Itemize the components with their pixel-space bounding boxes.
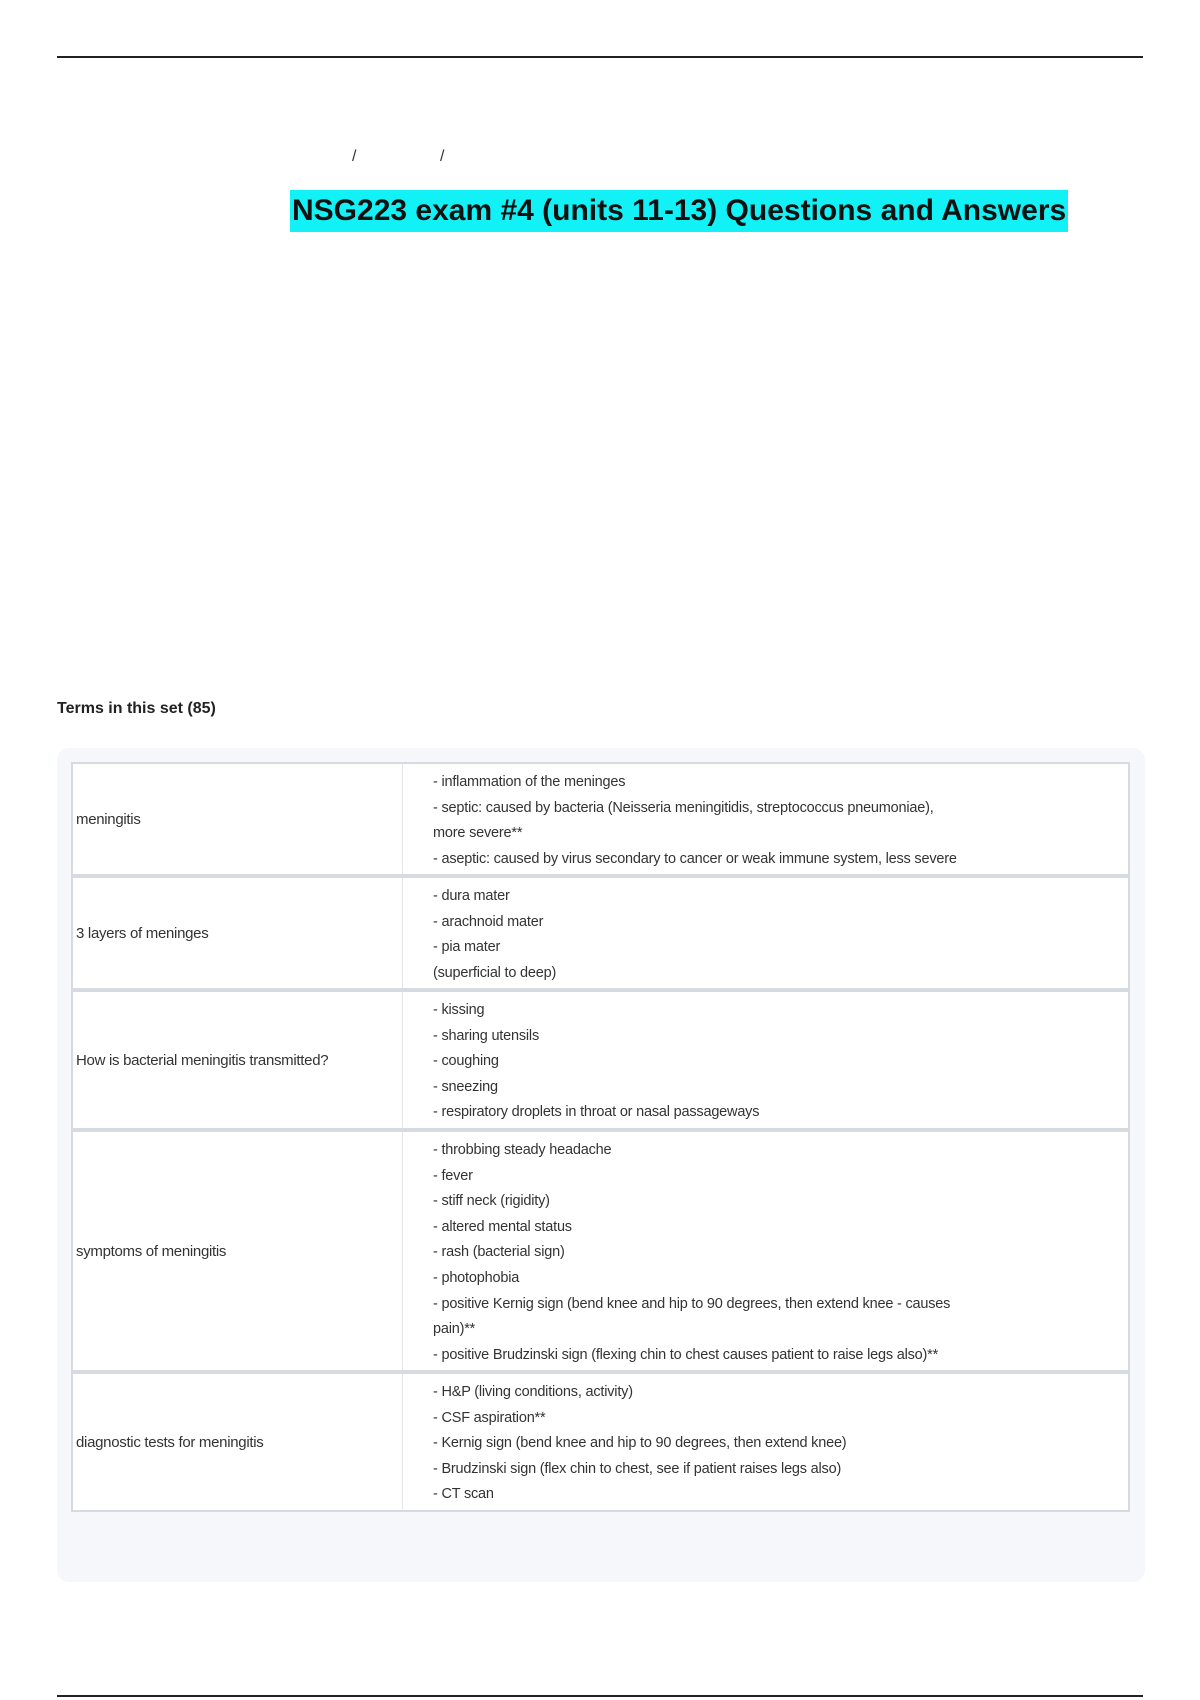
terms-heading: Terms in this set (85) (57, 700, 216, 717)
term-card (71, 1130, 1130, 1372)
definition-line: - stiff neck (rigidity) (433, 1193, 550, 1210)
definition-line: - sneezing (433, 1078, 498, 1095)
definition-line: - CSF aspiration** (433, 1409, 546, 1426)
term-definition (403, 1132, 1128, 1370)
definition-line: - CT scan (433, 1486, 494, 1503)
top-rule (57, 56, 1143, 58)
definition-line: - Brudzinski sign (flex chin to chest, see if patient raises legs also) (433, 1460, 842, 1477)
definition-line: - positive Kernig sign (bend knee and hip to 90 degrees, then extend knee - causes (433, 1295, 951, 1312)
term-label: 3 layers of meninges (73, 878, 403, 988)
definition-line: - photophobia (433, 1269, 520, 1286)
term-label: diagnostic tests for meningitis (73, 1374, 403, 1510)
term-card (71, 1372, 1130, 1512)
definition-line: - pia mater (433, 939, 501, 956)
definition-line: - dura mater (433, 888, 510, 904)
term-label: How is bacterial meningitis transmitted? (73, 992, 403, 1128)
title-block (290, 190, 1068, 232)
breadcrumb (352, 148, 528, 166)
definition-line: - aseptic: caused by virus secondary to cancer or weak immune system, less severe (433, 850, 957, 867)
definition-line: - inflammation of the meninges (433, 774, 626, 790)
definition-line: - respiratory droplets in throat or nasal passageways (433, 1104, 760, 1121)
term-label: symptoms of meningitis (73, 1132, 403, 1370)
definition-line: - sharing utensils (433, 1027, 540, 1044)
term-label: meningitis (73, 764, 403, 874)
definition-line: - arachnoid mater (433, 913, 544, 930)
term-definition (403, 878, 1128, 988)
definition-line: - rash (bacterial sign) (433, 1244, 565, 1261)
breadcrumb-separator: / (440, 148, 445, 165)
bottom-rule (57, 1695, 1143, 1697)
term-card (71, 762, 1130, 876)
definition-line: - fever (433, 1167, 473, 1184)
breadcrumb-separator: / (352, 148, 357, 165)
definition-line: - septic: caused by bacteria (Neisseria meningitidis, streptococcus pneumoniae), (433, 799, 934, 816)
page-title: NSG223 exam #4 (units 11-13) Questions and Answers (290, 190, 1068, 232)
definition-line: - Kernig sign (bend knee and hip to 90 degrees, then extend knee) (433, 1435, 847, 1452)
definition-line: more severe** (433, 825, 523, 842)
definition-line: - H&P (living conditions, activity) (433, 1384, 633, 1400)
term-definition (403, 1374, 1128, 1510)
definition-line: - altered mental status (433, 1218, 572, 1235)
term-card (71, 990, 1130, 1130)
definition-line: - kissing (433, 1002, 485, 1018)
definition-line: (superficial to deep) (433, 964, 557, 981)
definition-line: pain)** (433, 1321, 476, 1338)
term-card (71, 876, 1130, 990)
definition-line: - throbbing steady headache (433, 1142, 612, 1158)
term-definition (403, 764, 1128, 874)
definition-line: - positive Brudzinski sign (flexing chin to chest causes patient to raise legs also)** (433, 1346, 939, 1363)
term-definition (403, 992, 1128, 1128)
definition-line: - coughing (433, 1053, 499, 1070)
